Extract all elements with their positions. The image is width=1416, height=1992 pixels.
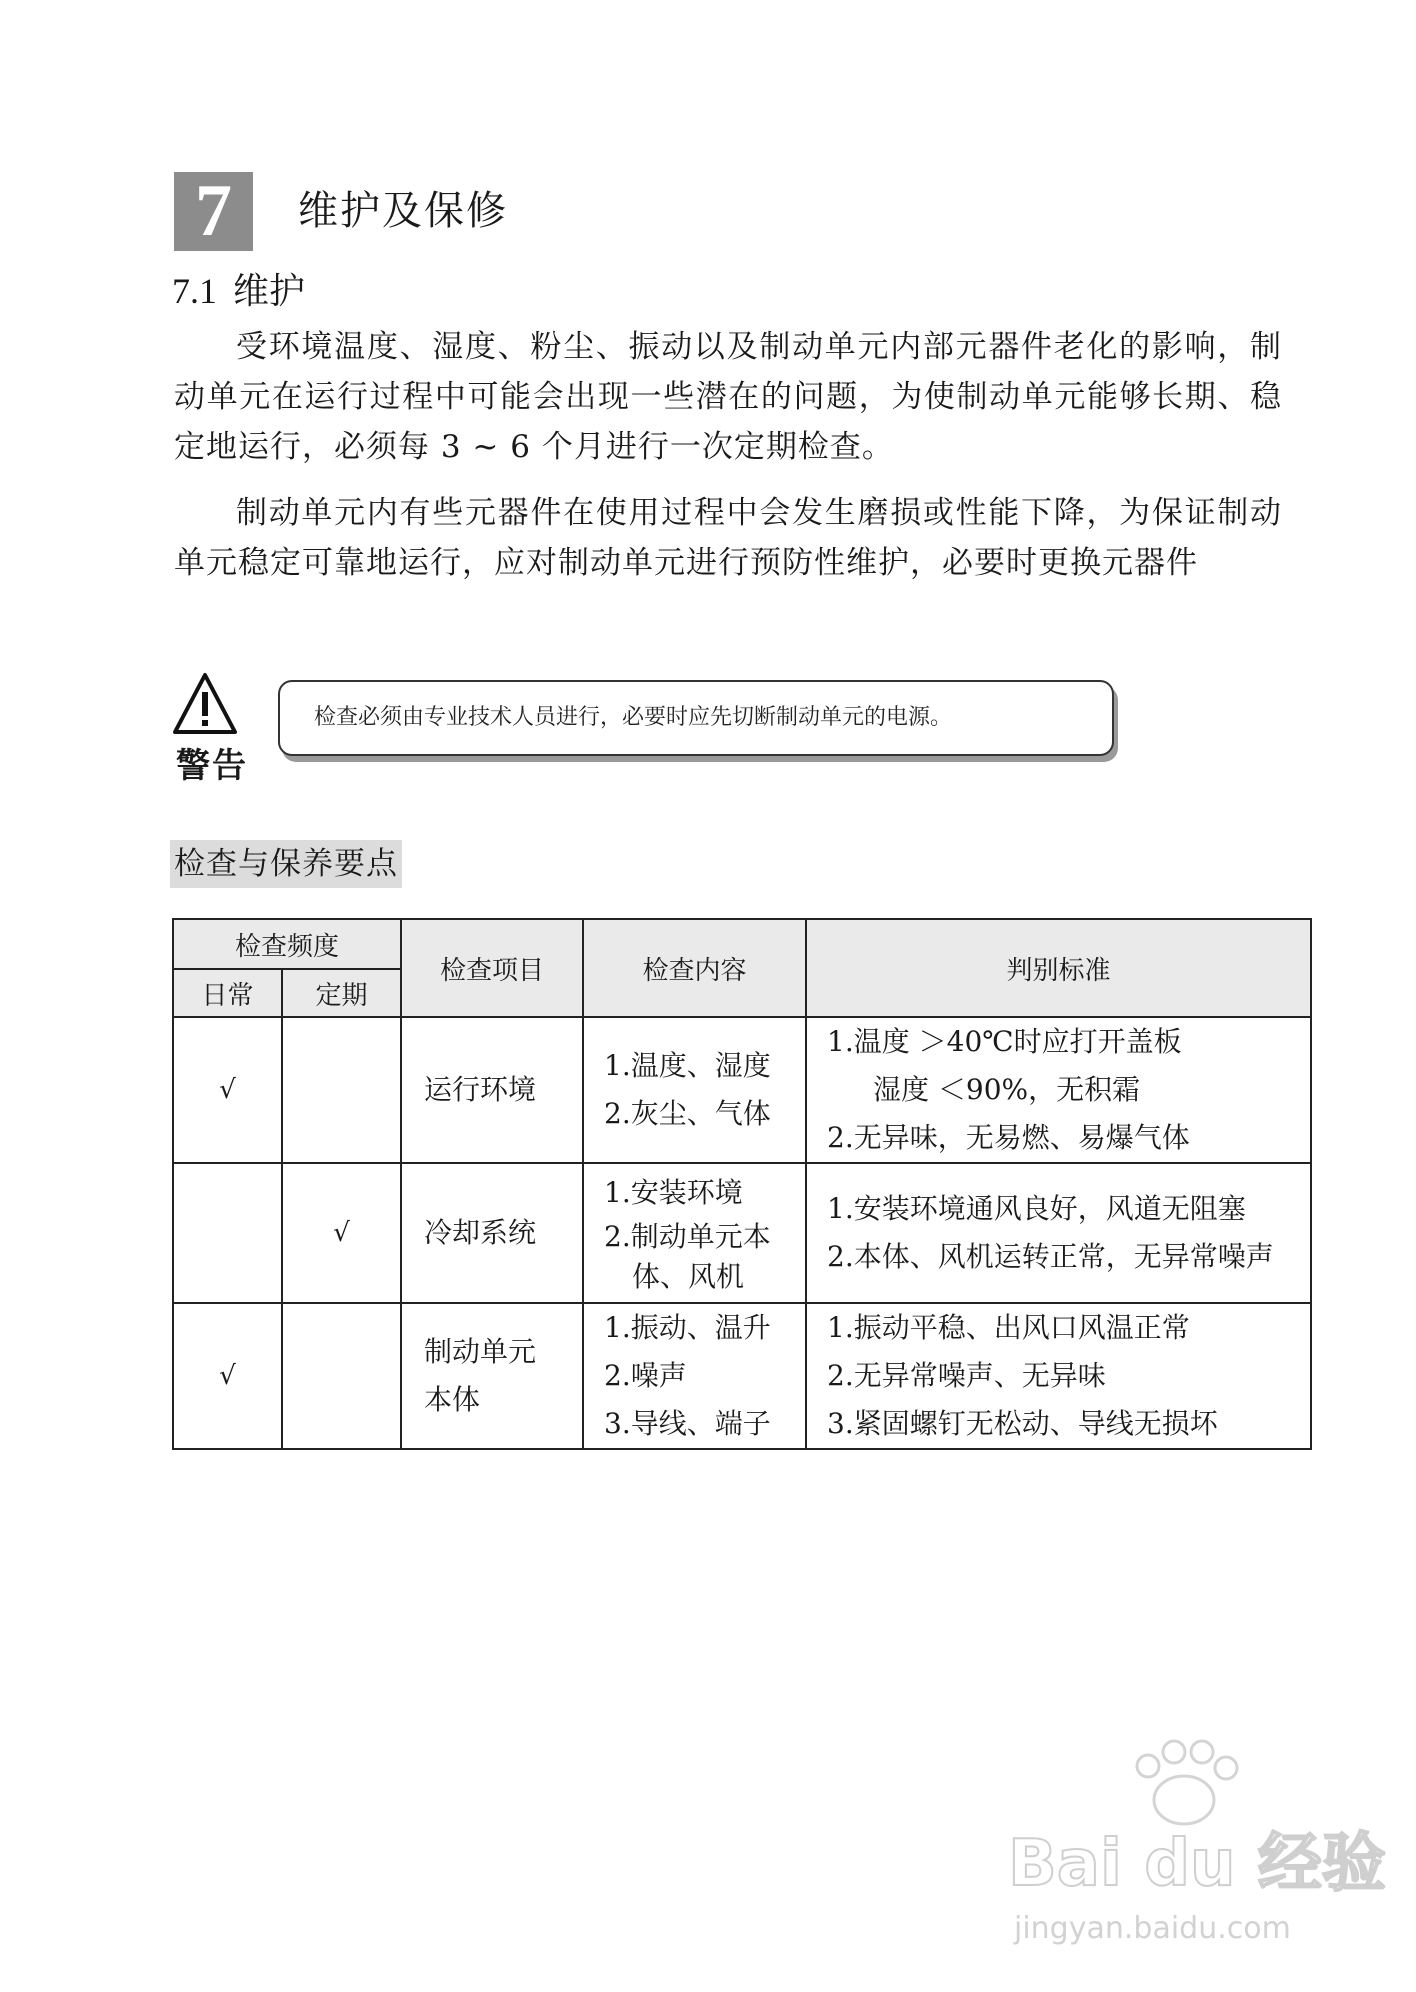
- criteria-line: 1.温度 ＞40℃时应打开盖板: [827, 1025, 1182, 1058]
- daily-check: √: [173, 1017, 282, 1163]
- warning-box: [278, 680, 1114, 756]
- header-frequency: 检查频度: [173, 919, 401, 969]
- table-row: [173, 1303, 1311, 1449]
- periodic-check: √: [282, 1163, 401, 1303]
- check-content: [583, 1163, 806, 1303]
- table-header-row: [173, 919, 1311, 969]
- content-line: 3.导线、端子: [604, 1407, 771, 1440]
- header-content: 检查内容: [583, 919, 806, 1017]
- header-item: 检查项目: [401, 919, 583, 1017]
- content-line: 1.温度、湿度: [604, 1049, 771, 1082]
- watermark-brand: Bai du 经验: [1008, 1827, 1386, 1901]
- criteria-line: 1.安装环境通风良好，风道无阻塞: [827, 1192, 1246, 1225]
- paragraph-1: 受环境温度、湿度、粉尘、振动以及制动单元内部元器件老化的影响，制动单元在运行过程中可能会出现一些潜在的问题，为使制动单元能够长期、稳定地运行，必须每 3 ~ 6 个月进行一次定期检查。: [174, 329, 1282, 465]
- criteria-line: 3.紧固螺钉无松动、导线无损坏: [827, 1407, 1218, 1440]
- periodic-check: [282, 1017, 401, 1163]
- table-row: [173, 1163, 1311, 1303]
- table-row: [173, 1017, 1311, 1163]
- header-criteria: 判别标准: [806, 919, 1311, 1017]
- chapter-title: 维护及保修: [298, 188, 508, 234]
- check-item: [401, 1303, 583, 1449]
- chapter-number-badge: 7: [174, 172, 253, 251]
- check-content: [583, 1017, 806, 1163]
- criteria-line: 2.无异味，无易燃、易爆气体: [827, 1121, 1190, 1154]
- criteria: [806, 1163, 1311, 1303]
- header-periodic: 定期: [282, 969, 401, 1017]
- section-heading: [172, 268, 305, 315]
- content-line: 2.制动单元本: [604, 1220, 771, 1253]
- criteria: [806, 1303, 1311, 1449]
- criteria-line: 湿度 ＜90%，无积霜: [873, 1073, 1141, 1106]
- daily-check: √: [173, 1303, 282, 1449]
- inspection-table: [172, 918, 1312, 1450]
- content-line: 2.噪声: [604, 1359, 687, 1392]
- watermark-url: jingyan.baidu.com: [1014, 1911, 1291, 1946]
- subsection-heading: 检查与保养要点: [170, 840, 402, 888]
- check-item: 冷却系统: [401, 1163, 583, 1303]
- criteria-line: 2.本体、风机运转正常，无异常噪声: [827, 1240, 1274, 1273]
- warning-label: 警告: [176, 746, 248, 786]
- check-content: [583, 1303, 806, 1449]
- content-line: 1.振动、温升: [604, 1311, 771, 1344]
- paragraph-2: 制动单元内有些元器件在使用过程中会发生磨损或性能下降，为保证制动单元稳定可靠地运行，应对制动单元进行预防性维护，必要时更换元器件: [174, 495, 1282, 581]
- warning-text: 检查必须由专业技术人员进行，必要时应先切断制动单元的电源。: [314, 705, 953, 730]
- check-item-line: 本体: [424, 1383, 481, 1416]
- check-item: 运行环境: [401, 1017, 583, 1163]
- content-line: 1.安装环境: [604, 1176, 743, 1209]
- criteria-line: 2.无异常噪声、无异味: [827, 1359, 1106, 1392]
- content-line: 2.灰尘、气体: [604, 1097, 771, 1130]
- header-daily: 日常: [173, 969, 282, 1017]
- check-item-line: 制动单元: [424, 1335, 537, 1368]
- section-number: 7.1: [172, 271, 217, 311]
- warning-triangle-icon: [172, 672, 238, 736]
- content-line: 体、风机: [632, 1260, 745, 1293]
- daily-check: [173, 1163, 282, 1303]
- section-title: 维护: [233, 271, 306, 312]
- baidu-watermark-logo: [1008, 1730, 1386, 1970]
- criteria: [806, 1017, 1311, 1163]
- criteria-line: 1.振动平稳、出风口风温正常: [827, 1311, 1190, 1344]
- periodic-check: [282, 1303, 401, 1449]
